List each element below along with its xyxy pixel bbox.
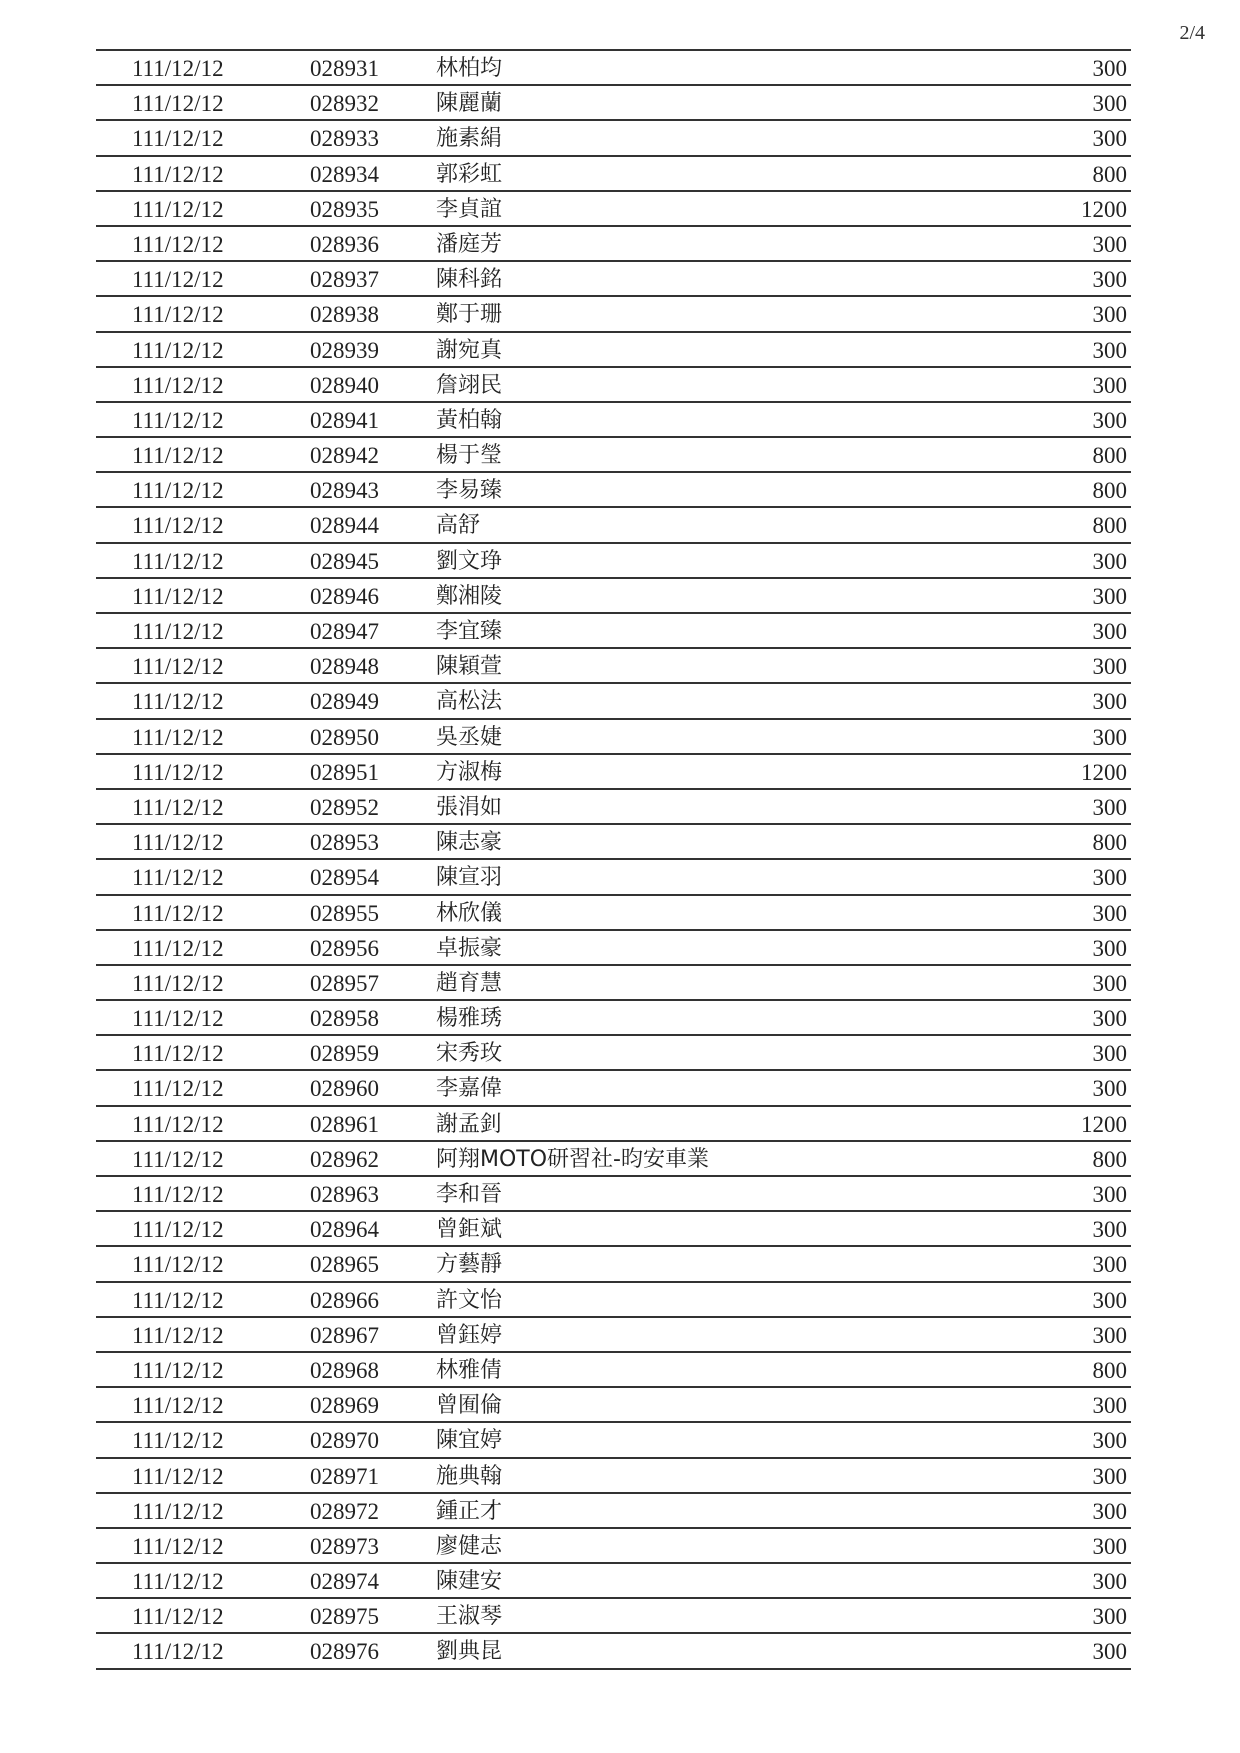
row-date: 111/12/12: [132, 583, 224, 609]
row-donor-name: 李宜臻: [436, 619, 503, 644]
row-amount: 300: [1092, 302, 1127, 328]
row-date: 111/12/12: [132, 407, 224, 433]
row-date: 111/12/12: [132, 1357, 224, 1383]
row-donor-name: 曾囿倫: [436, 1393, 503, 1419]
row-amount: 300: [1092, 1463, 1127, 1489]
donation-ledger-table: [96, 49, 1131, 1670]
row-date: 111/12/12: [132, 830, 224, 856]
table-row: [96, 720, 1131, 755]
table-row: [96, 1036, 1131, 1071]
row-amount: 300: [1092, 407, 1127, 433]
table-row: [96, 403, 1131, 438]
row-donor-name: 施素絹: [436, 126, 503, 152]
row-donor-name: 劉典昆: [436, 1639, 503, 1665]
row-amount: 300: [1092, 1217, 1127, 1243]
row-amount: 300: [1092, 970, 1127, 996]
row-date: 111/12/12: [132, 302, 224, 328]
row-receipt-number: 028961: [310, 1111, 379, 1137]
table-row: [96, 508, 1131, 543]
table-row: [96, 1388, 1131, 1423]
row-receipt-number: 028962: [310, 1146, 379, 1172]
row-amount: 300: [1092, 935, 1127, 961]
row-donor-name: 陳穎萱: [436, 654, 503, 680]
row-date: 111/12/12: [132, 372, 224, 398]
row-date: 111/12/12: [132, 1393, 224, 1419]
row-donor-name: 李貞誼: [436, 196, 503, 222]
row-receipt-number: 028976: [310, 1639, 379, 1665]
row-receipt-number: 028936: [310, 231, 379, 257]
table-row: [96, 192, 1131, 227]
row-date: 111/12/12: [132, 56, 224, 81]
table-row: [96, 333, 1131, 368]
row-receipt-number: 028951: [310, 759, 379, 785]
row-date: 111/12/12: [132, 1182, 224, 1207]
row-date: 111/12/12: [132, 1076, 224, 1102]
row-donor-name: 潘庭芳: [436, 231, 503, 257]
table-row: [96, 262, 1131, 297]
row-receipt-number: 028940: [310, 372, 379, 398]
table-row: [96, 1142, 1131, 1177]
row-receipt-number: 028959: [310, 1041, 379, 1067]
row-receipt-number: 028955: [310, 900, 379, 926]
row-date: 111/12/12: [132, 1639, 224, 1665]
row-receipt-number: 028968: [310, 1357, 379, 1383]
table-row: [96, 1459, 1131, 1494]
table-row: [96, 1001, 1131, 1036]
row-date: 111/12/12: [132, 1498, 224, 1524]
row-date: 111/12/12: [132, 548, 224, 574]
row-donor-name: 鄭于珊: [436, 302, 503, 328]
table-row: [96, 649, 1131, 684]
row-receipt-number: 028967: [310, 1322, 379, 1348]
row-date: 111/12/12: [132, 267, 224, 293]
row-amount: 800: [1092, 161, 1127, 187]
table-row: [96, 579, 1131, 614]
row-receipt-number: 028935: [310, 196, 379, 222]
row-donor-name: 鍾正才: [436, 1498, 503, 1524]
row-amount: 300: [1092, 1428, 1127, 1454]
table-row: [96, 1529, 1131, 1564]
row-donor-name: 卓振豪: [436, 935, 503, 961]
row-donor-name: 方淑梅: [436, 759, 503, 785]
table-row: [96, 931, 1131, 966]
row-date: 111/12/12: [132, 1604, 224, 1630]
table-row: [96, 121, 1131, 156]
row-amount: 300: [1092, 865, 1127, 891]
table-row: [96, 614, 1131, 649]
row-date: 111/12/12: [132, 1041, 224, 1067]
row-date: 111/12/12: [132, 196, 224, 222]
row-amount: 300: [1092, 1041, 1127, 1067]
row-donor-name: 吳丞婕: [436, 724, 503, 750]
table-row: [96, 755, 1131, 790]
row-date: 111/12/12: [132, 1463, 224, 1489]
table-row: [96, 1212, 1131, 1247]
row-receipt-number: 028957: [310, 970, 379, 996]
row-amount: 300: [1092, 126, 1127, 152]
row-amount: 300: [1092, 724, 1127, 750]
row-donor-name: 許文怡: [436, 1287, 503, 1313]
row-receipt-number: 028971: [310, 1463, 379, 1489]
table-row: [96, 684, 1131, 719]
row-donor-name: 施典翰: [436, 1463, 503, 1489]
row-amount: 800: [1092, 1146, 1127, 1172]
row-date: 111/12/12: [132, 337, 224, 363]
row-donor-name: 陳宣羽: [436, 865, 503, 891]
row-receipt-number: 028939: [310, 337, 379, 363]
row-amount: 300: [1092, 91, 1127, 117]
table-row: [96, 86, 1131, 121]
row-donor-name: 曾鉅斌: [436, 1217, 503, 1243]
row-amount: 800: [1092, 513, 1127, 539]
table-row: [96, 860, 1131, 895]
row-receipt-number: 028964: [310, 1217, 379, 1243]
row-donor-name: 黃柏翰: [436, 407, 503, 433]
row-donor-name: 李易臻: [436, 478, 503, 504]
row-receipt-number: 028974: [310, 1569, 379, 1595]
row-date: 111/12/12: [132, 513, 224, 539]
row-donor-name: 詹翊民: [436, 372, 503, 398]
row-donor-name: 王淑琴: [436, 1604, 503, 1630]
row-receipt-number: 028970: [310, 1428, 379, 1454]
row-date: 111/12/12: [132, 161, 224, 187]
row-receipt-number: 028949: [310, 689, 379, 715]
table-row: [96, 1107, 1131, 1142]
table-row: [96, 368, 1131, 403]
row-donor-name: 郭彩虹: [436, 161, 503, 187]
row-receipt-number: 028946: [310, 583, 379, 609]
row-date: 111/12/12: [132, 1146, 224, 1172]
row-receipt-number: 028966: [310, 1287, 379, 1313]
row-date: 111/12/12: [132, 724, 224, 750]
row-amount: 300: [1092, 231, 1127, 257]
row-receipt-number: 028944: [310, 513, 379, 539]
row-date: 111/12/12: [132, 1322, 224, 1348]
table-row: [96, 1283, 1131, 1318]
row-receipt-number: 028958: [310, 1006, 379, 1032]
row-donor-name: 方藝靜: [436, 1252, 503, 1278]
row-date: 111/12/12: [132, 478, 224, 504]
row-receipt-number: 028945: [310, 548, 379, 574]
row-donor-name: 高松法: [436, 689, 503, 715]
row-donor-name: 林雅倩: [436, 1357, 503, 1383]
row-donor-name: 林柏均: [436, 56, 503, 81]
row-donor-name: 陳科銘: [436, 267, 503, 293]
table-row: [96, 227, 1131, 262]
page-number: 2/4: [1179, 22, 1205, 44]
row-donor-name: 張涓如: [436, 794, 503, 820]
row-amount: 300: [1092, 900, 1127, 926]
table-row: [96, 51, 1131, 86]
row-amount: 300: [1092, 1182, 1127, 1207]
row-receipt-number: 028938: [310, 302, 379, 328]
row-receipt-number: 028965: [310, 1252, 379, 1278]
table-row: [96, 1247, 1131, 1282]
row-receipt-number: 028973: [310, 1533, 379, 1559]
table-row: [96, 1177, 1131, 1212]
row-date: 111/12/12: [132, 443, 224, 469]
row-amount: 300: [1092, 1604, 1127, 1630]
row-amount: 300: [1092, 1569, 1127, 1595]
row-amount: 300: [1092, 56, 1127, 81]
row-donor-name: 劉文琤: [436, 548, 503, 574]
row-receipt-number: 028933: [310, 126, 379, 152]
row-donor-name: 曾鈺婷: [436, 1322, 503, 1348]
table-row: [96, 1071, 1131, 1106]
row-date: 111/12/12: [132, 1217, 224, 1243]
row-donor-name: 陳麗蘭: [436, 91, 503, 117]
row-amount: 300: [1092, 548, 1127, 574]
row-amount: 800: [1092, 1357, 1127, 1383]
row-date: 111/12/12: [132, 91, 224, 117]
row-amount: 300: [1092, 1287, 1127, 1313]
table-row: [96, 438, 1131, 473]
row-donor-name: 陳志豪: [436, 830, 503, 856]
row-amount: 800: [1092, 478, 1127, 504]
row-date: 111/12/12: [132, 1252, 224, 1278]
row-date: 111/12/12: [132, 126, 224, 152]
row-amount: 300: [1092, 1076, 1127, 1102]
table-row: [96, 473, 1131, 508]
row-amount: 800: [1092, 830, 1127, 856]
row-amount: 1200: [1081, 1111, 1127, 1137]
row-receipt-number: 028948: [310, 654, 379, 680]
row-amount: 1200: [1081, 196, 1127, 222]
row-date: 111/12/12: [132, 619, 224, 644]
row-amount: 300: [1092, 1639, 1127, 1665]
table-row: [96, 1494, 1131, 1529]
row-amount: 300: [1092, 619, 1127, 644]
row-donor-name: 宋秀玫: [436, 1041, 503, 1067]
row-amount: 300: [1092, 1322, 1127, 1348]
row-donor-name: 謝孟釗: [436, 1111, 503, 1137]
row-date: 111/12/12: [132, 935, 224, 961]
row-donor-name: 陳宜婷: [436, 1428, 503, 1454]
row-amount: 300: [1092, 654, 1127, 680]
row-date: 111/12/12: [132, 654, 224, 680]
row-receipt-number: 028950: [310, 724, 379, 750]
row-donor-name: 林欣儀: [436, 900, 503, 926]
row-donor-name: 楊于瑩: [436, 443, 503, 469]
row-amount: 800: [1092, 443, 1127, 469]
row-amount: 300: [1092, 583, 1127, 609]
row-receipt-number: 028972: [310, 1498, 379, 1524]
row-amount: 1200: [1081, 759, 1127, 785]
row-amount: 300: [1092, 372, 1127, 398]
row-donor-name: 阿翔MOTO研習社-昀安車業: [436, 1146, 709, 1172]
row-receipt-number: 028952: [310, 794, 379, 820]
row-date: 111/12/12: [132, 970, 224, 996]
row-date: 111/12/12: [132, 1533, 224, 1559]
table-row: [96, 157, 1131, 192]
row-donor-name: 高舒: [436, 513, 481, 539]
row-amount: 300: [1092, 1498, 1127, 1524]
row-receipt-number: 028975: [310, 1604, 379, 1630]
row-receipt-number: 028934: [310, 161, 379, 187]
table-row: [96, 1353, 1131, 1388]
row-receipt-number: 028969: [310, 1393, 379, 1419]
row-amount: 300: [1092, 1252, 1127, 1278]
row-receipt-number: 028941: [310, 407, 379, 433]
row-amount: 300: [1092, 794, 1127, 820]
row-receipt-number: 028947: [310, 619, 379, 644]
table-row: [96, 1318, 1131, 1353]
table-row: [96, 790, 1131, 825]
row-amount: 300: [1092, 1006, 1127, 1032]
row-receipt-number: 028960: [310, 1076, 379, 1102]
row-receipt-number: 028943: [310, 478, 379, 504]
row-receipt-number: 028937: [310, 267, 379, 293]
row-receipt-number: 028954: [310, 865, 379, 891]
row-donor-name: 楊雅琇: [436, 1006, 503, 1032]
row-donor-name: 陳建安: [436, 1569, 503, 1595]
row-donor-name: 李嘉偉: [436, 1076, 503, 1102]
table-row: [96, 966, 1131, 1001]
table-row: [96, 825, 1131, 860]
row-amount: 300: [1092, 689, 1127, 715]
row-receipt-number: 028931: [310, 56, 379, 81]
table-row: [96, 1423, 1131, 1458]
row-date: 111/12/12: [132, 900, 224, 926]
row-receipt-number: 028953: [310, 830, 379, 856]
row-date: 111/12/12: [132, 689, 224, 715]
row-date: 111/12/12: [132, 1428, 224, 1454]
table-row: [96, 1599, 1131, 1634]
row-amount: 300: [1092, 267, 1127, 293]
row-date: 111/12/12: [132, 794, 224, 820]
row-date: 111/12/12: [132, 1006, 224, 1032]
table-row: [96, 297, 1131, 332]
row-donor-name: 李和晉: [436, 1182, 503, 1207]
row-donor-name: 趙育慧: [436, 970, 503, 996]
table-row: [96, 896, 1131, 931]
row-donor-name: 鄭湘陵: [436, 583, 503, 609]
row-date: 111/12/12: [132, 1287, 224, 1313]
table-row: [96, 1564, 1131, 1599]
row-date: 111/12/12: [132, 1111, 224, 1137]
row-receipt-number: 028963: [310, 1182, 379, 1207]
row-receipt-number: 028932: [310, 91, 379, 117]
table-row: [96, 1634, 1131, 1669]
row-donor-name: 謝宛真: [436, 337, 503, 363]
row-receipt-number: 028942: [310, 443, 379, 469]
row-date: 111/12/12: [132, 231, 224, 257]
row-donor-name: 廖健志: [436, 1533, 503, 1559]
row-amount: 300: [1092, 337, 1127, 363]
row-amount: 300: [1092, 1533, 1127, 1559]
table-row: [96, 544, 1131, 579]
row-date: 111/12/12: [132, 1569, 224, 1595]
row-amount: 300: [1092, 1393, 1127, 1419]
row-date: 111/12/12: [132, 865, 224, 891]
row-date: 111/12/12: [132, 759, 224, 785]
row-receipt-number: 028956: [310, 935, 379, 961]
